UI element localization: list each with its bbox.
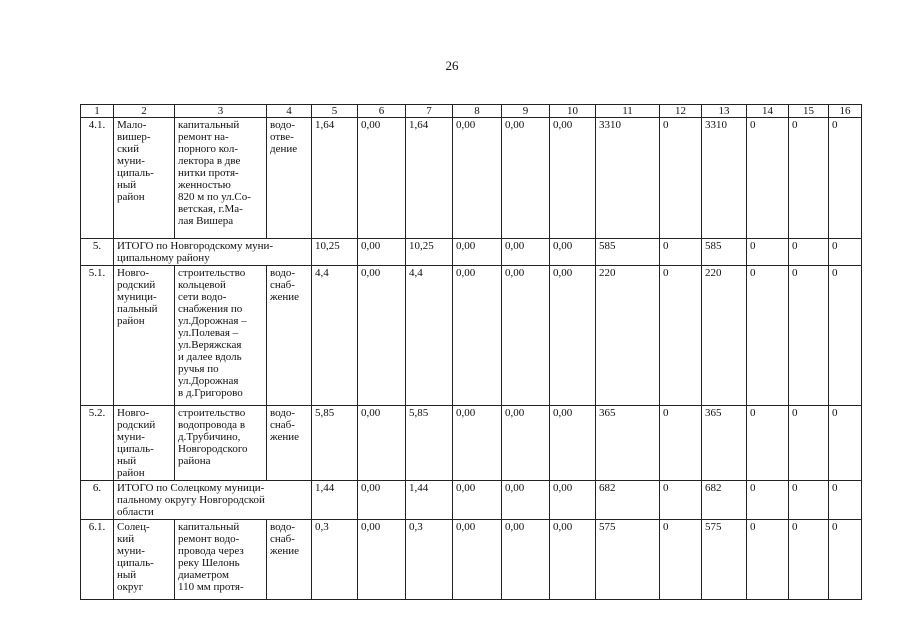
value-cell: 365 <box>702 406 747 481</box>
municipality-cell: Новго- родский муници- пальный район <box>114 266 175 406</box>
value-cell: 0,00 <box>358 239 406 266</box>
value-cell: 0,00 <box>550 481 596 520</box>
value-cell: 0 <box>660 118 702 239</box>
column-header: 14 <box>747 105 789 118</box>
value-cell: 0,00 <box>453 481 502 520</box>
value-cell: 1,44 <box>312 481 358 520</box>
row-number-cell: 6.1. <box>81 520 114 600</box>
description-cell: капитальный ремонт на- порного кол- лектора в две нитки протя- женностью 820 м по ул.Со- ветская, г.Ма- лая Вишера <box>175 118 267 239</box>
row-number-cell: 5.1. <box>81 266 114 406</box>
value-cell: 0,00 <box>358 266 406 406</box>
value-cell: 5,85 <box>406 406 453 481</box>
row-number-cell: 6. <box>81 481 114 520</box>
value-cell: 0,00 <box>453 118 502 239</box>
value-cell: 4,4 <box>406 266 453 406</box>
total-label-cell: ИТОГО по Новгородскому муни- ципальному району <box>114 239 312 266</box>
column-header: 15 <box>789 105 829 118</box>
value-cell: 0 <box>829 481 862 520</box>
value-cell: 0,3 <box>312 520 358 600</box>
value-cell: 1,64 <box>312 118 358 239</box>
value-cell: 3310 <box>702 118 747 239</box>
value-cell: 0 <box>829 406 862 481</box>
value-cell: 0,00 <box>453 406 502 481</box>
value-cell: 0,3 <box>406 520 453 600</box>
table-row <box>81 520 862 600</box>
value-cell: 575 <box>596 520 660 600</box>
total-label-cell: ИТОГО по Солецкому муници- пальному округу Новгородской области <box>114 481 312 520</box>
value-cell: 0 <box>747 406 789 481</box>
column-header: 10 <box>550 105 596 118</box>
value-cell: 220 <box>596 266 660 406</box>
value-cell: 0 <box>829 266 862 406</box>
value-cell: 0 <box>660 266 702 406</box>
value-cell: 0 <box>747 481 789 520</box>
value-cell: 0 <box>747 239 789 266</box>
value-cell: 0,00 <box>358 481 406 520</box>
value-cell: 1,44 <box>406 481 453 520</box>
value-cell: 0 <box>660 481 702 520</box>
row-number-cell: 5.2. <box>81 406 114 481</box>
column-header: 5 <box>312 105 358 118</box>
value-cell: 0,00 <box>502 481 550 520</box>
municipality-cell: Новго- родский муни- ципаль- ный район <box>114 406 175 481</box>
municipality-cell: Солец- кий муни- ципаль- ный округ <box>114 520 175 600</box>
value-cell: 0,00 <box>502 266 550 406</box>
value-cell: 585 <box>596 239 660 266</box>
municipality-cell: Мало- вишер- ский муни- ципаль- ный район <box>114 118 175 239</box>
value-cell: 0,00 <box>502 520 550 600</box>
value-cell: 0 <box>747 266 789 406</box>
value-cell: 0 <box>660 406 702 481</box>
value-cell: 0 <box>829 118 862 239</box>
column-header: 6 <box>358 105 406 118</box>
value-cell: 0 <box>829 520 862 600</box>
value-cell: 0 <box>789 481 829 520</box>
column-header: 12 <box>660 105 702 118</box>
value-cell: 0,00 <box>550 520 596 600</box>
table-row <box>81 406 862 481</box>
row-number-cell: 5. <box>81 239 114 266</box>
value-cell: 5,85 <box>312 406 358 481</box>
value-cell: 0,00 <box>550 239 596 266</box>
value-cell: 0,00 <box>453 239 502 266</box>
page-number: 26 <box>445 58 459 73</box>
value-cell: 682 <box>702 481 747 520</box>
value-cell: 0,00 <box>358 118 406 239</box>
value-cell: 3310 <box>596 118 660 239</box>
description-cell: строительство водопровода в д.Трубичино, Новгородского района <box>175 406 267 481</box>
column-header: 2 <box>114 105 175 118</box>
value-cell: 0,00 <box>502 406 550 481</box>
value-cell: 0 <box>789 239 829 266</box>
value-cell: 10,25 <box>406 239 453 266</box>
value-cell: 10,25 <box>312 239 358 266</box>
total-row <box>81 239 862 266</box>
type-cell: водо- снаб- жение <box>267 266 312 406</box>
value-cell: 0 <box>789 406 829 481</box>
header-row <box>81 105 862 118</box>
column-header: 13 <box>702 105 747 118</box>
column-header: 9 <box>502 105 550 118</box>
description-cell: строительство кольцевой сети водо- снабжения по ул.Дорожная – ул.Полевая – ул.Веряжская и далее вдоль ручья по ул.Дорожная в д.Григорово <box>175 266 267 406</box>
value-cell: 0 <box>789 520 829 600</box>
value-cell: 0,00 <box>502 118 550 239</box>
value-cell: 220 <box>702 266 747 406</box>
value-cell: 0,00 <box>358 520 406 600</box>
value-cell: 575 <box>702 520 747 600</box>
value-cell: 0,00 <box>453 520 502 600</box>
value-cell: 0,00 <box>358 406 406 481</box>
description-cell: капитальный ремонт водо- провода через реку Шелонь диаметром 110 мм протя- <box>175 520 267 600</box>
data-table <box>80 104 862 600</box>
value-cell: 0,00 <box>550 406 596 481</box>
column-header: 1 <box>81 105 114 118</box>
value-cell: 1,64 <box>406 118 453 239</box>
value-cell: 0 <box>789 118 829 239</box>
column-header: 4 <box>267 105 312 118</box>
value-cell: 0 <box>747 520 789 600</box>
column-header: 7 <box>406 105 453 118</box>
value-cell: 0,00 <box>502 239 550 266</box>
column-header: 8 <box>453 105 502 118</box>
type-cell: водо- отве- дение <box>267 118 312 239</box>
column-header: 3 <box>175 105 267 118</box>
table-row <box>81 118 862 239</box>
value-cell: 4,4 <box>312 266 358 406</box>
value-cell: 0,00 <box>453 266 502 406</box>
value-cell: 0 <box>660 520 702 600</box>
value-cell: 0 <box>789 266 829 406</box>
table-row <box>81 266 862 406</box>
row-number-cell: 4.1. <box>81 118 114 239</box>
column-header: 11 <box>596 105 660 118</box>
value-cell: 0,00 <box>550 266 596 406</box>
value-cell: 365 <box>596 406 660 481</box>
column-header: 16 <box>829 105 862 118</box>
value-cell: 682 <box>596 481 660 520</box>
type-cell: водо- снаб- жение <box>267 406 312 481</box>
total-row <box>81 481 862 520</box>
value-cell: 0 <box>660 239 702 266</box>
value-cell: 0 <box>747 118 789 239</box>
type-cell: водо- снаб- жение <box>267 520 312 600</box>
value-cell: 0 <box>829 239 862 266</box>
value-cell: 0,00 <box>550 118 596 239</box>
value-cell: 585 <box>702 239 747 266</box>
